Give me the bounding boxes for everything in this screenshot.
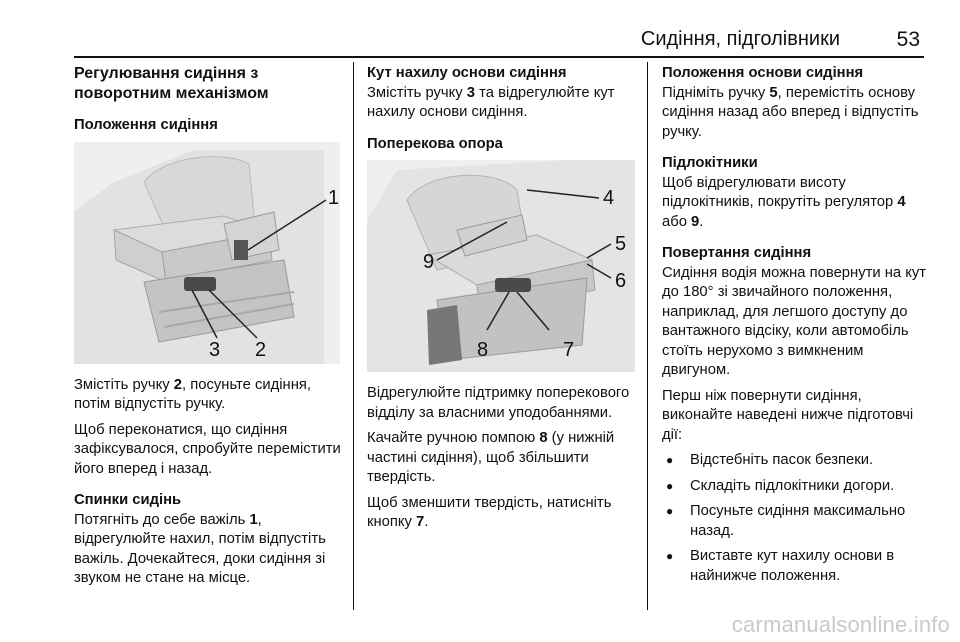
paragraph-armrests: Щоб відрегулювати висоту підлокітників, покрутіть регулятор 4 або 9.	[662, 174, 906, 230]
paragraph-pump: Качайте ручною помпою 8 (у нижній частині сидіння), щоб збільшити твердість.	[367, 430, 615, 485]
list-item: ● Посуньте сидіння максимально назад.	[662, 502, 930, 541]
paragraph-cushion-tilt: Змістіть ручку 3 та відрегулюйте кут нахилу основи сидіння.	[367, 84, 615, 120]
column-divider-2	[647, 62, 648, 610]
list-item: ● Виставте кут нахилу основи в найнижче положення.	[662, 547, 930, 586]
column-3	[662, 64, 930, 592]
watermark: carmanualsonline.info	[731, 612, 950, 637]
callout-1: 1	[328, 186, 340, 209]
column-2	[367, 64, 641, 533]
subheading-backrest: Спинки сидінь	[74, 492, 182, 508]
section-heading: Регулювання сидіння з поворотним механізмом	[74, 65, 269, 102]
callout-3: 3	[209, 338, 221, 361]
paragraph-move-seat: Змістіть ручку 2, посуньте сидіння, потім відпустіть ручку.	[74, 376, 312, 412]
callout-2: 2	[255, 338, 267, 361]
subheading-cushion-tilt: Кут нахилу основи сидіння	[367, 65, 567, 81]
subheading-armrests: Підлокітники	[662, 155, 758, 171]
subheading-swivel: Повертання сидіння	[662, 245, 812, 261]
callout-8: 8	[477, 339, 489, 361]
page-number: 53	[896, 28, 920, 51]
seat-position-figure	[74, 142, 340, 364]
column-1	[74, 64, 346, 589]
callout-9: 9	[423, 251, 435, 273]
paragraph-lumbar-adjust: Відрегулюйте підтримку поперекового відділу за власними уподобаннями.	[367, 385, 630, 421]
callout-7: 7	[563, 339, 575, 361]
header-rule	[74, 56, 924, 58]
running-header-title: Сидіння, підголівники	[640, 28, 840, 50]
preparation-list	[662, 451, 930, 586]
paragraph-cushion-position: Підніміть ручку 5, перемістіть основу сидіння назад або вперед і відпустіть ручку.	[662, 84, 919, 140]
column-divider-1	[353, 62, 354, 610]
paragraph-check-lock: Щоб переконатися, що сидіння зафіксувалося, спробуйте перемістити його вперед і назад.	[74, 421, 341, 477]
list-item: ● Складіть підлокітники догори.	[662, 477, 930, 497]
callout-5: 5	[615, 233, 627, 255]
paragraph-backrest: Потягніть до себе важіль 1, відрегулюйте нахил, потім відпустіть важіль. Дочекайтеся, доки сидіння зі звуком не стане на місце.	[74, 511, 326, 586]
callout-4: 4	[603, 187, 615, 209]
subheading-lumbar: Поперекова опора	[367, 135, 503, 152]
subheading-cushion-position: Положення основи сидіння	[662, 65, 864, 81]
subheading-seat-position: Положення сидіння	[74, 117, 218, 133]
list-item: ● Відстебніть пасок безпеки.	[662, 451, 930, 471]
callout-6: 6	[615, 270, 627, 292]
paragraph-button: Щоб зменшити твердість, натисніть кнопку 7.	[367, 494, 612, 530]
paragraph-swivel-2: Перш ніж повернути сидіння, виконайте наведені нижче підготовчі дії:	[662, 387, 914, 443]
lumbar-support-figure	[367, 160, 635, 372]
paragraph-swivel-1: Сидіння водія можна повернути на кут до 180° зі звичайного положення, наприклад, для легшого доступу до вантажного відсіку, коли автомобіль стоїть нерухомо з вимкненим двигуном.	[662, 264, 927, 378]
